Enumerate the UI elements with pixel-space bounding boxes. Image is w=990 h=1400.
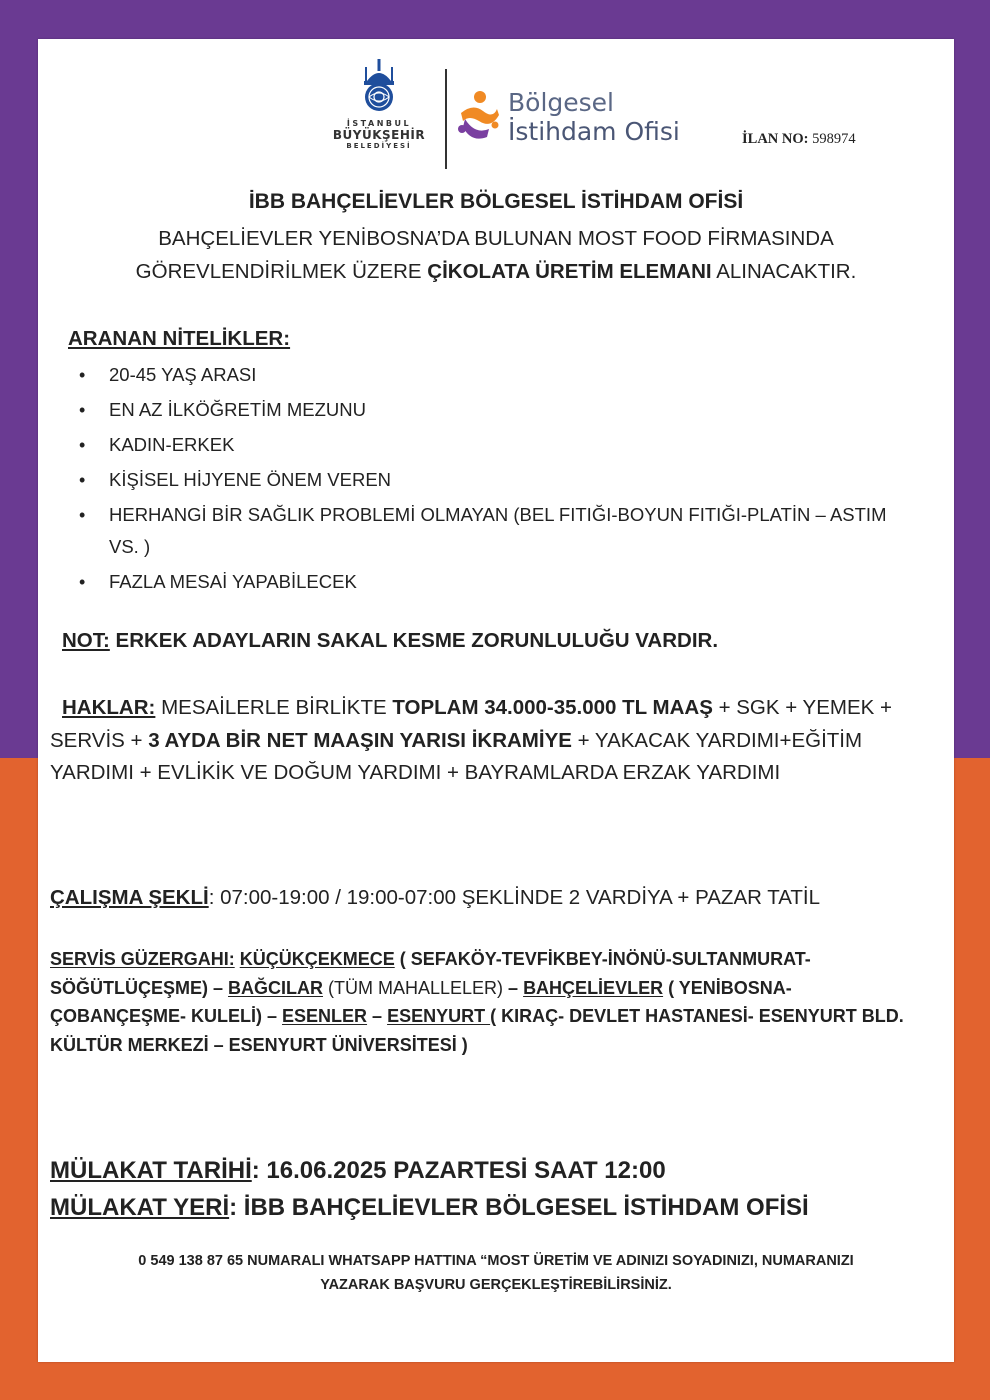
interview-date xyxy=(50,1152,809,1189)
application-line2: YAZARAK BAŞVURU GERÇEKLEŞTİREBİLİRSİNİZ. xyxy=(320,1277,672,1293)
interview-place-text: : İBB BAHÇELİEVLER BÖLGESEL İSTİHDAM OFİSİ xyxy=(229,1194,809,1221)
requirement-item: • EN AZ İLKÖĞRETİM MEZUNU xyxy=(76,394,896,426)
rights-text-3: + YAKACAK YARDIMI+EĞİTİM YARDIMI + EVLİKİK VE DOĞUM YARDIMI + BAYRAMLARDA ERZAK YARDIMI xyxy=(50,728,863,784)
route-esenler: ESENLER xyxy=(282,1006,368,1026)
rights-text-1: MESAİLERLE BİRLİKTE xyxy=(155,696,393,719)
office-logo-mark-icon xyxy=(453,89,503,145)
office-logo-line1: Bölgesel xyxy=(508,88,614,117)
requirement-item: • KİŞİSEL HİJYENE ÖNEM VEREN xyxy=(76,464,896,496)
requirements-title: ARANAN NİTELİKLER: xyxy=(68,327,291,350)
ilan-number xyxy=(742,131,856,148)
job-posting-page xyxy=(38,39,954,1362)
rights-label: HAKLAR: xyxy=(62,696,156,719)
office-heading: İBB BAHÇELİEVLER BÖLGESEL İSTİHDAM OFİSİ xyxy=(248,190,744,213)
route-label: SERVİS GÜZERGAHI: xyxy=(50,949,235,969)
work-label: ÇALIŞMA ŞEKLİ xyxy=(50,886,209,909)
route-text-4: – xyxy=(367,1006,388,1026)
route-bahcelievler: BAHÇELİEVLER xyxy=(523,977,664,998)
position-title: ÇİKOLATA ÜRETİM ELEMANI xyxy=(427,260,712,283)
ibb-logo xyxy=(326,59,432,169)
route-text-2b: – xyxy=(503,977,524,998)
ilan-value: 598974 xyxy=(812,131,856,147)
note xyxy=(62,629,718,653)
requirement-item: • HERHANGİ BİR SAĞLIK PROBLEMİ OLMAYAN (BEL FITIĞI-BOYUN FITIĞI-PLATİN – ASTIM VS. ) xyxy=(76,499,896,563)
requirement-item: • 20-45 YAŞ ARASI xyxy=(76,359,896,391)
office-logo-line2: İstihdam Ofisi xyxy=(508,117,680,146)
interview-date-text: : 16.06.2025 PAZARTESİ SAAT 12:00 xyxy=(251,1157,666,1184)
bonus: 3 AYDA BİR NET MAAŞIN YARISI İKRAMİYE xyxy=(148,728,572,752)
interview-date-label: MÜLAKAT TARİHİ xyxy=(50,1157,252,1184)
work-schedule xyxy=(50,886,820,910)
requirements-list xyxy=(76,359,896,601)
logo-divider xyxy=(445,69,447,169)
ibb-logo-line2: BÜYÜKŞEHİR xyxy=(332,128,426,142)
title-line3-post: ALINACAKTIR. xyxy=(711,260,857,283)
title-line3 xyxy=(38,260,954,284)
ilan-label: İLAN NO: xyxy=(742,131,809,147)
route-text-2: (TÜM MAHALLELER) xyxy=(323,977,504,998)
service-route xyxy=(50,945,910,1059)
ibb-logo-line3: BELEDİYESİ xyxy=(346,142,412,150)
interview-info xyxy=(50,1152,809,1226)
requirement-item: • KADIN-ERKEK xyxy=(76,429,896,461)
salary: TOPLAM 34.000-35.000 TL MAAŞ xyxy=(392,696,713,719)
route-bagcilar: BAĞCILAR xyxy=(228,977,324,998)
interview-place xyxy=(50,1189,809,1226)
route-text-1: ( SEFAKÖY-TEVFİKBEY-İNÖNÜ-SULTANMURAT-SÖĞÜTLÜÇEŞME) – xyxy=(50,949,811,998)
requirement-item: • FAZLA MESAİ YAPABİLECEK xyxy=(76,566,896,598)
route-text-3: ( YENİBOSNA-ÇOBANÇEŞME- KULELİ) – xyxy=(50,977,792,1026)
rights-text-2: + SGK + YEMEK + SERVİS + xyxy=(50,696,892,752)
ibb-logo-line1: İSTANBUL xyxy=(346,119,412,128)
route-kucukcekmece: KÜÇÜKÇEKMECE xyxy=(239,949,395,969)
rights-section xyxy=(50,692,900,790)
application-info xyxy=(38,1249,954,1297)
application-line1: 0 549 138 87 65 NUMARALI WHATSAPP HATTINA “MOST ÜRETİM VE ADINIZI SOYADINIZI, NUMARANIZI xyxy=(138,1253,854,1269)
office-logo-text xyxy=(508,89,680,147)
route-esenyurt: ESENYURT xyxy=(387,1006,491,1026)
ibb-emblem-icon xyxy=(359,59,399,113)
note-label: NOT: xyxy=(62,629,110,652)
title-line2: BAHÇELİEVLER YENİBOSNA’DA BULUNAN MOST FOOD FİRMASINDA xyxy=(158,227,834,250)
route-text-5: ( KIRAÇ- DEVLET HASTANESİ- ESENYURT BLD. KÜLTÜR MERKEZİ – ESENYURT ÜNİVERSİTESİ ) xyxy=(50,1006,904,1055)
work-text: : 07:00-19:00 / 19:00-07:00 ŞEKLİNDE 2 VARDİYA + PAZAR TATİL xyxy=(208,886,821,909)
title-line3-pre: GÖREVLENDİRİLMEK ÜZERE xyxy=(135,260,428,283)
note-text: ERKEK ADAYLARIN SAKAL KESME ZORUNLULUĞU VARDIR. xyxy=(109,629,719,652)
interview-place-label: MÜLAKAT YERİ xyxy=(50,1194,230,1221)
